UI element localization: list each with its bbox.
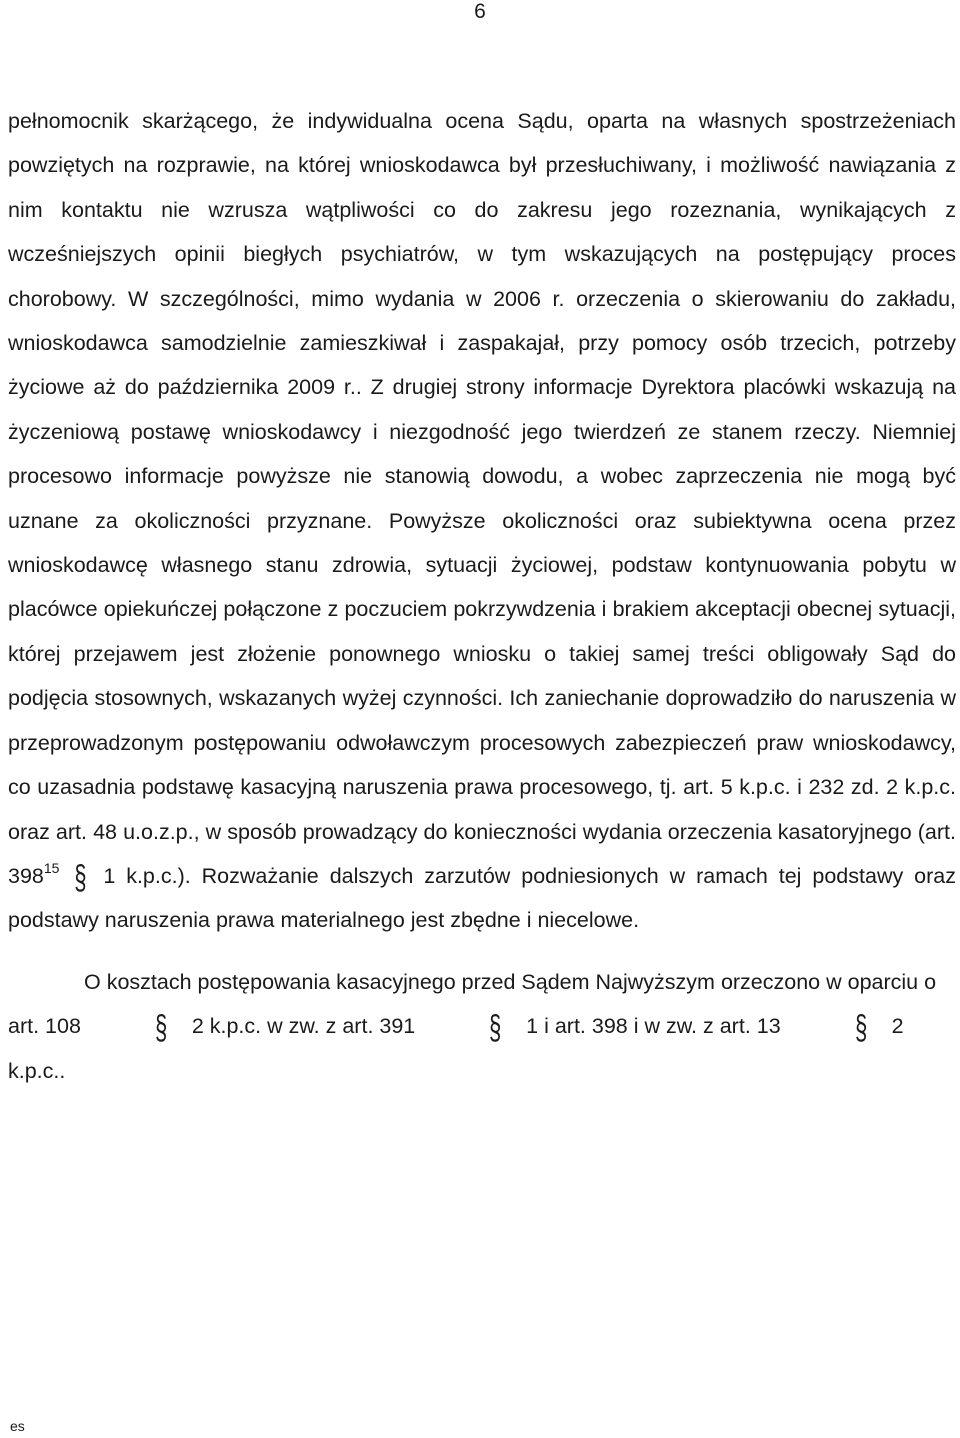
paragraph-costs: [8, 960, 956, 1093]
superscript-article-number: 15: [43, 859, 60, 876]
paragraph-reasoning: [8, 99, 956, 943]
paragraph-text: pełnomocnik skarżącego, że indywidualna ocena Sądu, oparta na własnych spostrzeżeniach powziętych na rozprawie, na której wnioskodawca był przesłuchiwany, i możliwość nawiązania z nim kontaktu nie wzrusza wątpliwości co do zakresu jego rozeznania, wynikających z wcześniejszych opinii biegłych psychiatrów, w tym wskazujących na postępujący proces chorobowy. W szczególności, mimo wydania w 2006 r. orzeczenia o skierowaniu do zakładu, wnioskodawca samodzielnie zamieszkiwał i zaspakajał, przy pomocy osób trzecich, potrzeby życiowe aż do października 2009 r.. Z drugiej strony informacje Dyrektora placówki wskazują na życzeniową postawę wnioskodawcy i niezgodność jego twierdzeń ze stanem rzeczy. Niemniej procesowo informacje powyższe nie stanowią dowodu, a wobec zaprzeczenia nie mogą być uznane za okoliczności przyznane. Powyższe okoliczności oraz subiektywna ocena przez wnioskodawcę własnego stanu zdrowia, sytuacji życiowej, podstaw kontynuowania pobytu w placówce opiekuńczej połączone z poczuciem pokrzywdzenia i brakiem akceptacji obecnej sytuacji, której przejawem jest złożenie ponownego wniosku o takiej samej treści obligowały Sąd do podjęcia stosownych, wskazanych wyżej czynności. Ich zaniechanie doprowadziło do naruszenia w przeprowadzonym postępowaniu odwoławczym procesowych zabezpieczeń praw wnioskodawcy, co uzasadnia podstawę kasacyjną naruszenia prawa procesowego, tj. art. 5 k.p.c. i 232 zd. 2 k.p.c. oraz art. 48 u.o.z.p., w sposób prowadzący do konieczności wydania orzeczenia kasatoryjnego (art. 398: [8, 109, 956, 888]
paragraph-text: O kosztach postępowania kasacyjnego przed Sądem Najwyższym orzeczono w oparciu o art. 108: [8, 969, 937, 1039]
section-symbol: §: [154, 1009, 168, 1048]
paragraph-text: 1 k.p.c.). Rozważanie dalszych zarzutów podniesionych w ramach tej podstawy oraz podstawy naruszenia prawa materialnego jest zbędne i niecelowe.: [8, 863, 956, 933]
paragraph-text: 1 i art. 398 i w zw. z art. 13: [526, 1014, 781, 1039]
section-symbol: §: [489, 1009, 502, 1048]
footer-mark: es: [10, 1418, 25, 1434]
section-symbol: §: [74, 858, 88, 897]
paragraph-text: 2 k.p.c..: [8, 1014, 904, 1083]
document-body: [8, 99, 956, 1093]
page-number: 6: [474, 0, 486, 23]
section-symbol: §: [854, 1009, 867, 1048]
paragraph-text: 2 k.p.c. w zw. z art. 391: [191, 1014, 416, 1039]
